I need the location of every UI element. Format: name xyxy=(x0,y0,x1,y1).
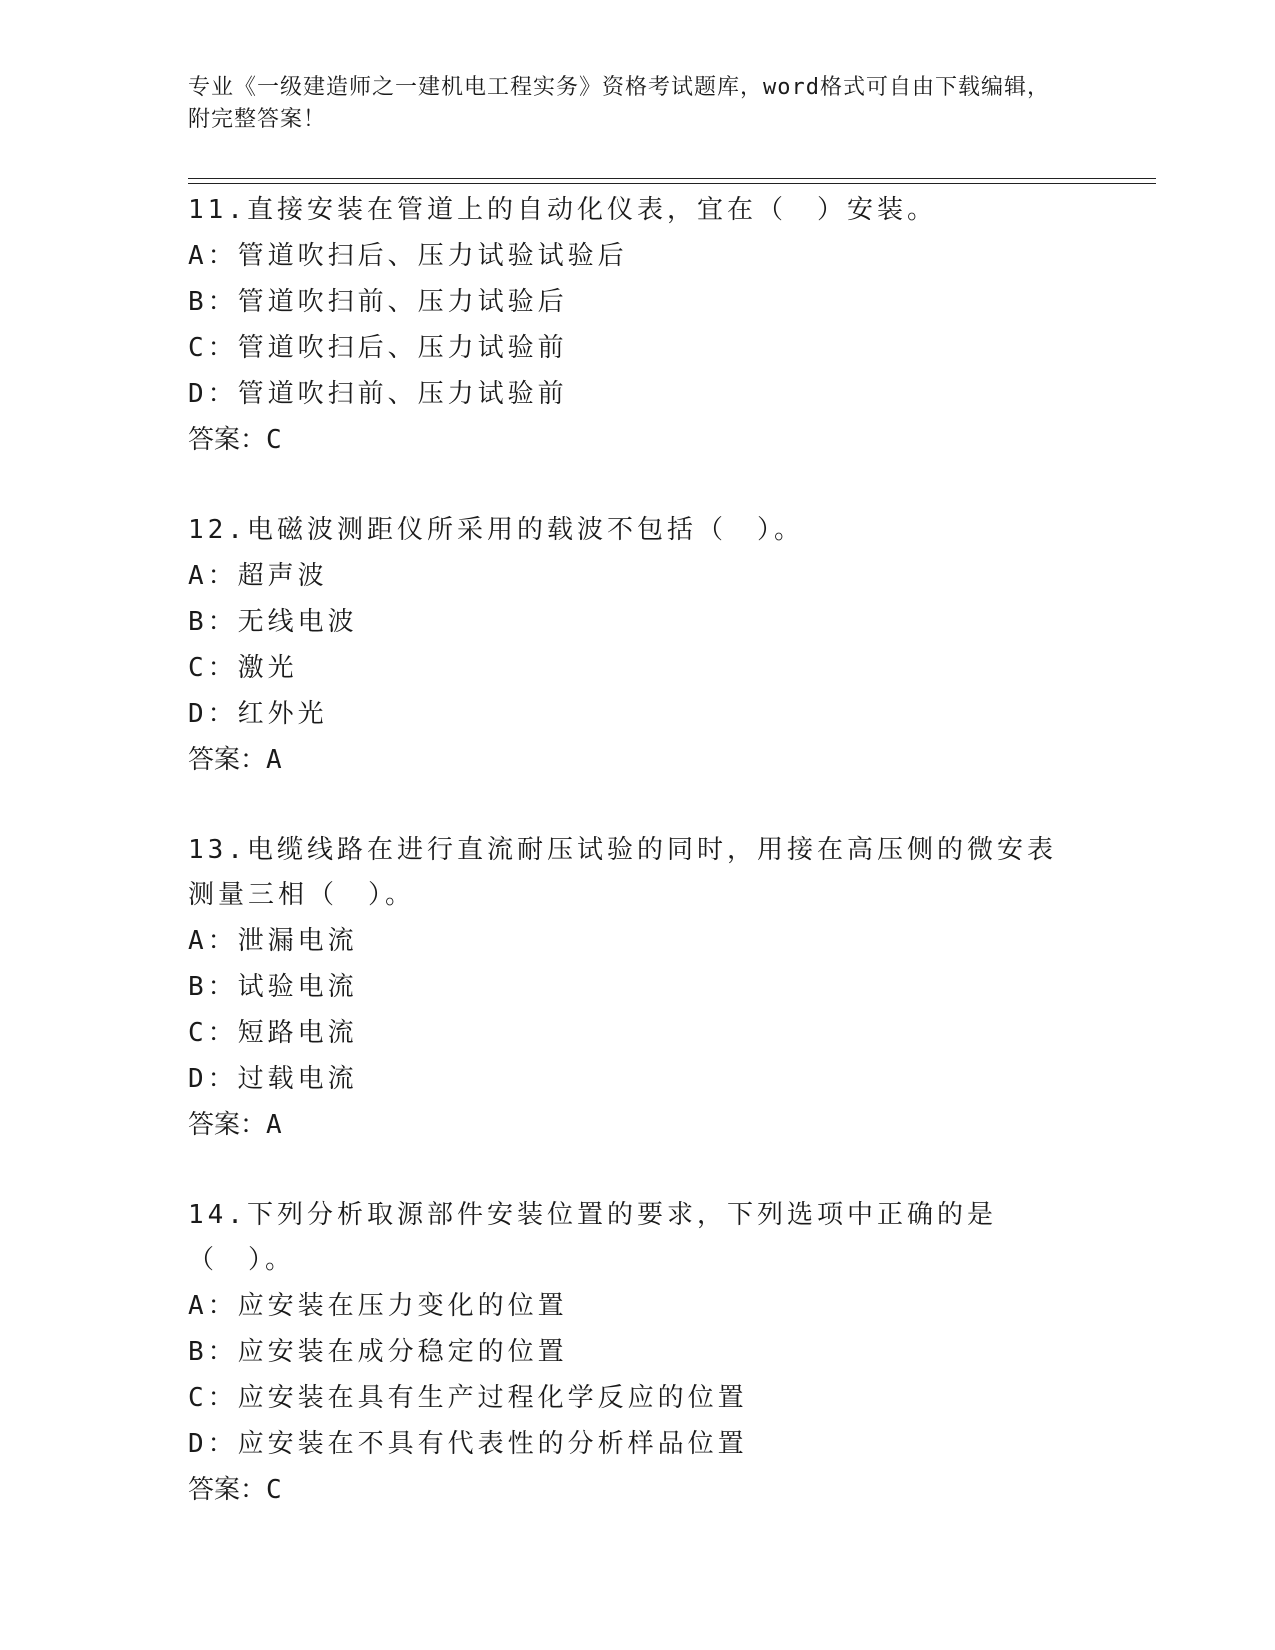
option-key: A： xyxy=(188,561,238,591)
option-key: A： xyxy=(188,1291,238,1321)
option-text: 过载电流 xyxy=(237,1064,358,1094)
answer-line xyxy=(188,1102,1148,1148)
question-stem: 11.直接安装在管道上的自动化仪表，宜在（ ）安装。 xyxy=(188,195,937,225)
question-list xyxy=(188,188,1148,1558)
option-c xyxy=(188,1010,1148,1056)
answer-label: 答案： xyxy=(188,1475,267,1505)
option-key: A： xyxy=(188,241,238,271)
option-key: C： xyxy=(188,653,238,683)
option-b xyxy=(188,1329,1148,1375)
option-key: D： xyxy=(188,1064,238,1094)
option-b xyxy=(188,279,1148,325)
answer-value: C xyxy=(266,1475,282,1505)
option-b xyxy=(188,964,1148,1010)
option-key: B： xyxy=(188,287,238,317)
answer-value: C xyxy=(266,425,282,455)
option-b xyxy=(188,599,1148,645)
option-key: D： xyxy=(188,379,238,409)
answer-line xyxy=(188,1467,1148,1513)
option-text: 管道吹扫后、压力试验前 xyxy=(237,333,568,363)
question-stem: 14.下列分析取源部件安装位置的要求，下列选项中正确的是（ ）。 xyxy=(188,1200,997,1275)
option-d xyxy=(188,1056,1148,1102)
answer-value: A xyxy=(266,1110,282,1140)
option-d xyxy=(188,691,1148,737)
option-text: 应安装在不具有代表性的分析样品位置 xyxy=(237,1429,748,1459)
option-key: B： xyxy=(188,1337,238,1367)
option-a xyxy=(188,1283,1148,1329)
option-text: 超声波 xyxy=(237,561,328,591)
option-d xyxy=(188,371,1148,417)
option-text: 管道吹扫前、压力试验前 xyxy=(237,379,568,409)
question-stem: 13.电缆线路在进行直流耐压试验的同时，用接在高压侧的微安表测量三相（ ）。 xyxy=(188,835,1057,910)
option-d xyxy=(188,1421,1148,1467)
question-13 xyxy=(188,828,1148,1148)
answer-label: 答案： xyxy=(188,1110,267,1140)
option-key: C： xyxy=(188,333,238,363)
option-c xyxy=(188,1375,1148,1421)
option-text: 短路电流 xyxy=(237,1018,358,1048)
answer-label: 答案： xyxy=(188,425,267,455)
header-divider-bottom xyxy=(188,183,1156,184)
option-text: 试验电流 xyxy=(237,972,358,1002)
option-key: A： xyxy=(188,926,238,956)
option-a xyxy=(188,918,1148,964)
option-key: B： xyxy=(188,607,238,637)
answer-value: A xyxy=(266,745,282,775)
option-c xyxy=(188,325,1148,371)
option-key: D： xyxy=(188,699,238,729)
option-text: 激光 xyxy=(237,653,298,683)
answer-line xyxy=(188,737,1148,783)
question-stem: 12.电磁波测距仪所采用的载波不包括（ ）。 xyxy=(188,515,804,545)
option-text: 管道吹扫后、压力试验试验后 xyxy=(237,241,628,271)
question-14 xyxy=(188,1193,1148,1513)
option-text: 应安装在成分稳定的位置 xyxy=(237,1337,568,1367)
option-text: 应安装在压力变化的位置 xyxy=(237,1291,568,1321)
option-text: 管道吹扫前、压力试验后 xyxy=(237,287,568,317)
option-key: C： xyxy=(188,1018,238,1048)
option-text: 无线电波 xyxy=(237,607,358,637)
header-divider-top xyxy=(188,178,1156,179)
answer-line xyxy=(188,417,1148,463)
option-text: 泄漏电流 xyxy=(237,926,358,956)
option-c xyxy=(188,645,1148,691)
option-text: 应安装在具有生产过程化学反应的位置 xyxy=(237,1383,748,1413)
option-key: C： xyxy=(188,1383,238,1413)
option-text: 红外光 xyxy=(237,699,328,729)
document-header: 专业《一级建造师之一建机电工程实务》资格考试题库，word格式可自由下载编辑，附完整答案！ xyxy=(188,75,1050,132)
option-a xyxy=(188,233,1148,279)
option-a xyxy=(188,553,1148,599)
question-11 xyxy=(188,188,1148,463)
option-key: B： xyxy=(188,972,238,1002)
answer-label: 答案： xyxy=(188,745,267,775)
question-12 xyxy=(188,508,1148,783)
option-key: D： xyxy=(188,1429,238,1459)
